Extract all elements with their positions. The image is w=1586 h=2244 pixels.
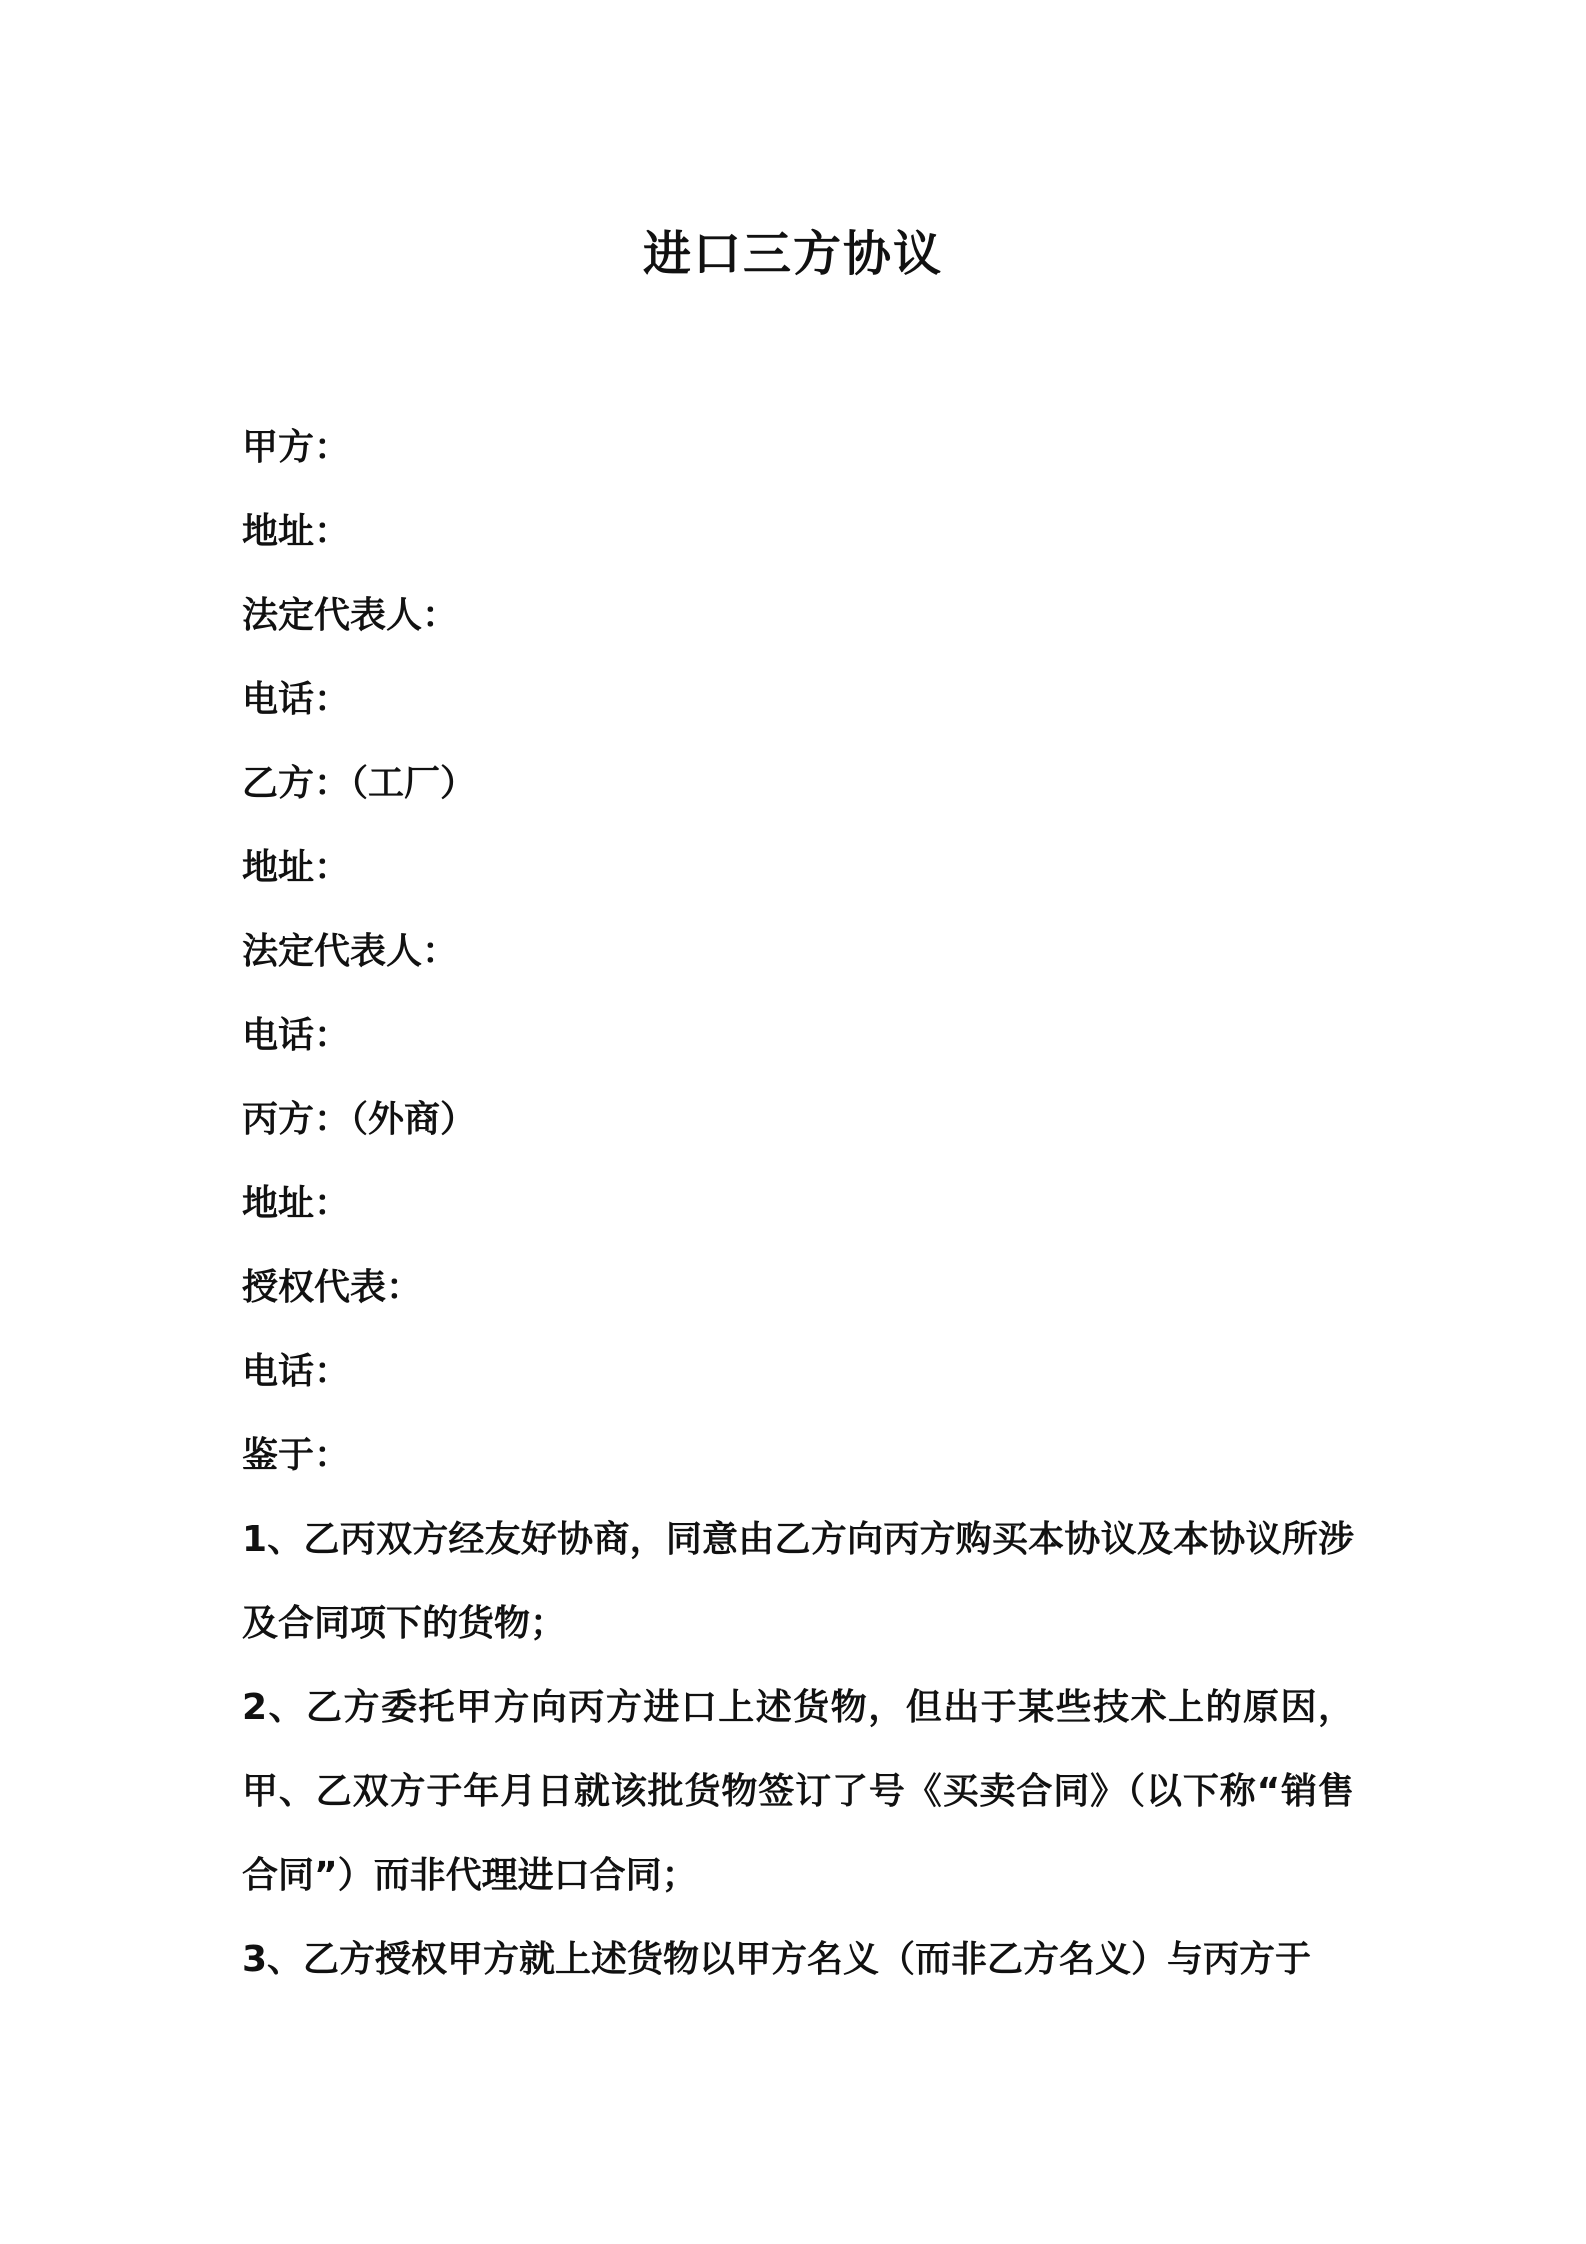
party-b-phone-label: 电话：: [242, 1015, 351, 1056]
party-c-phone-label: 电话：: [242, 1351, 351, 1392]
document-title: 进口三方协议: [642, 226, 943, 282]
party-a-legal-rep-label: 法定代表人：: [242, 595, 459, 636]
clause-2: 2、乙方委托甲方向丙方进口上述货物，但出于某些技术上的原因，甲、乙双方于年月日就该批货物签订了号《买卖合同》（以下称“销售合同”）而非代理进口合同；: [242, 1687, 1354, 1896]
whereas-label: 鉴于：: [242, 1435, 351, 1476]
party-a-phone-label: 电话：: [242, 679, 351, 720]
party-a-name-label: 甲方：: [242, 427, 351, 468]
party-a-address-label: 地址：: [242, 511, 351, 552]
clause-1: 1、乙丙双方经友好协商，同意由乙方向丙方购买本协议及本协议所涉及合同项下的货物；: [242, 1519, 1354, 1644]
party-b-name-label: 乙方：（工厂）: [242, 763, 477, 804]
document-body: [242, 406, 1354, 2002]
party-c-auth-rep-label: 授权代表：: [242, 1267, 423, 1308]
party-c-name-label: 丙方：（外商）: [242, 1099, 477, 1140]
party-b-address-label: 地址：: [242, 847, 351, 888]
clause-3: 3、乙方授权甲方就上述货物以甲方名义（而非乙方名义）与丙方于: [242, 1939, 1312, 1980]
party-b-legal-rep-label: 法定代表人：: [242, 931, 459, 972]
party-c-address-label: 地址：: [242, 1183, 351, 1224]
